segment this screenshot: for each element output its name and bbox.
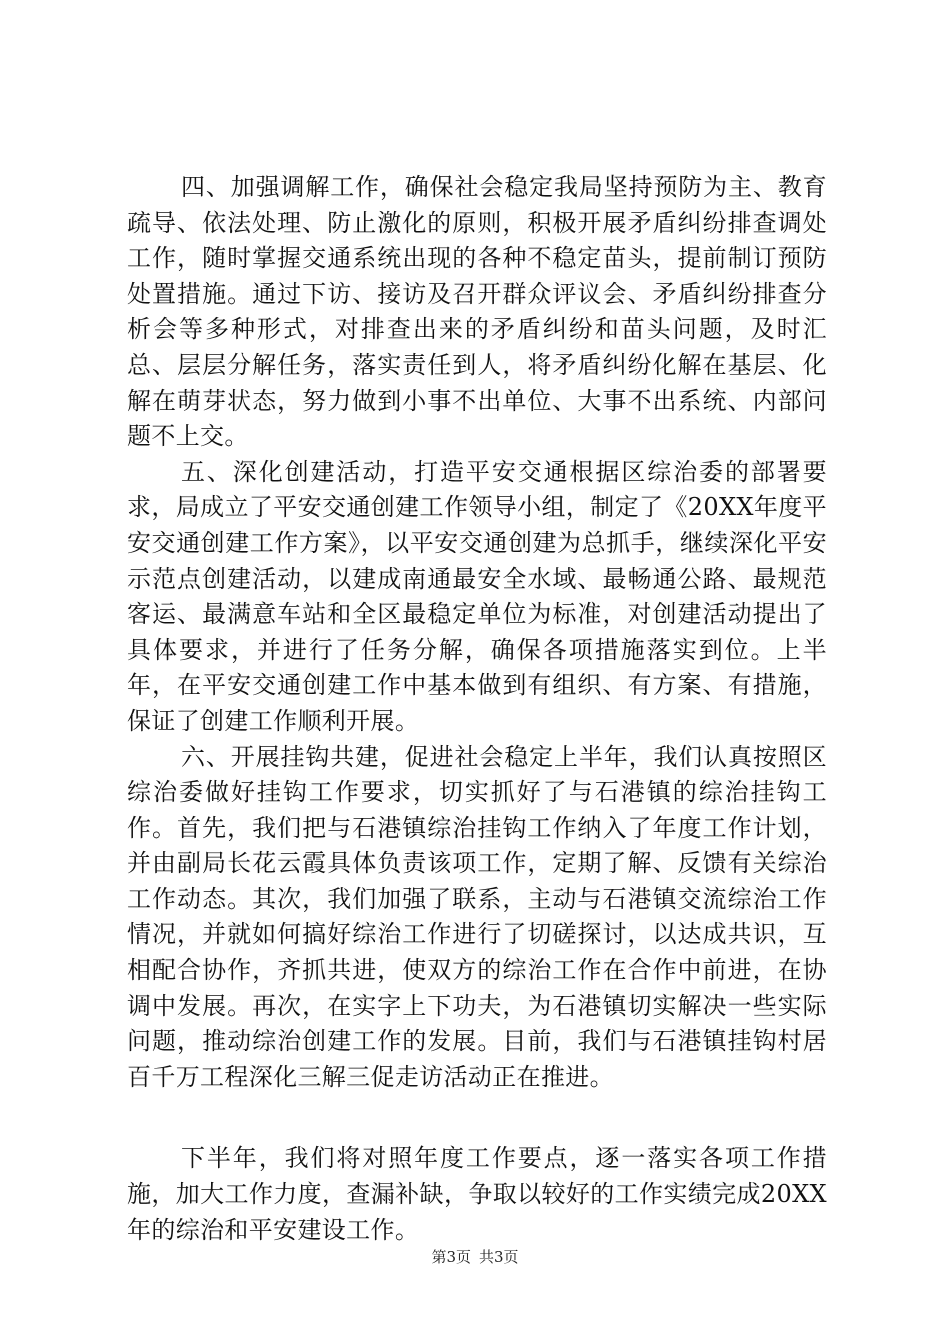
paragraph-linked-co-construction: 六、开展挂钩共建，促进社会稳定上半年，我们认真按照区综治委做好挂钩工作要求，切实抓好了与石港镇的综治挂钩工作。首先，我们把与石港镇综治挂钩工作纳入了年度工作计划，并由副局长花云霞具体负责该项工作，定期了解、反馈有关综治工作动态。其次，我们加强了联系，主动与石港镇交流综治工作情况，并就如何搞好综治工作进行了切磋探讨，以达成共识，互相配合协作，齐抓共进，使双方的综治工作在合作中前进，在协调中发展。再次，在实字上下功夫，为石港镇切实解决一些实际问题，推动综治创建工作的发展。目前，我们与石港镇挂钩村居百千万工程深化三解三促走访活动正在推进。 bbox=[127, 742, 827, 1091]
page-number: 第3页 bbox=[431, 1248, 471, 1266]
page-total: 共3页 bbox=[479, 1248, 519, 1266]
paragraph-safe-traffic-campaign: 五、深化创建活动，打造平安交通根据区综治委的部署要求，局成立了平安交通创建工作领导小组，制定了《20XX年度平安交通创建工作方案》，以平安交通创建为总抓手，继续深化平安示范点创建活动，以建成南通最安全水域、最畅通公路、最规范客运、最满意车站和全区最稳定单位为标准，对创建活动提出了具体要求，并进行了任务分解，确保各项措施落实到位。上半年，在平安交通创建工作中基本做到有组织、有方案、有措施，保证了创建工作顺利开展。 bbox=[127, 457, 827, 735]
page-footer bbox=[0, 1247, 950, 1267]
document-body bbox=[127, 170, 827, 1248]
paragraph-mediation-work: 四、加强调解工作，确保社会稳定我局坚持预防为主、教育疏导、依法处理、防止激化的原则，积极开展矛盾纠纷排查调处工作，随时掌握交通系统出现的各种不稳定苗头，提前制订预防处置措施。通过下访、接访及召开群众评议会、矛盾纠纷排查分析会等多种形式，对排查出来的矛盾纠纷和苗头问题，及时汇总、层层分解任务，落实责任到人，将矛盾纠纷化解在基层、化解在萌芽状态，努力做到小事不出单位、大事不出系统、内部问题不上交。 bbox=[127, 173, 827, 451]
paragraph-second-half-plan: 下半年，我们将对照年度工作要点，逐一落实各项工作措施，加大工作力度，查漏补缺，争取以较好的工作实绩完成20XX年的综治和平安建设工作。 bbox=[127, 1144, 827, 1244]
